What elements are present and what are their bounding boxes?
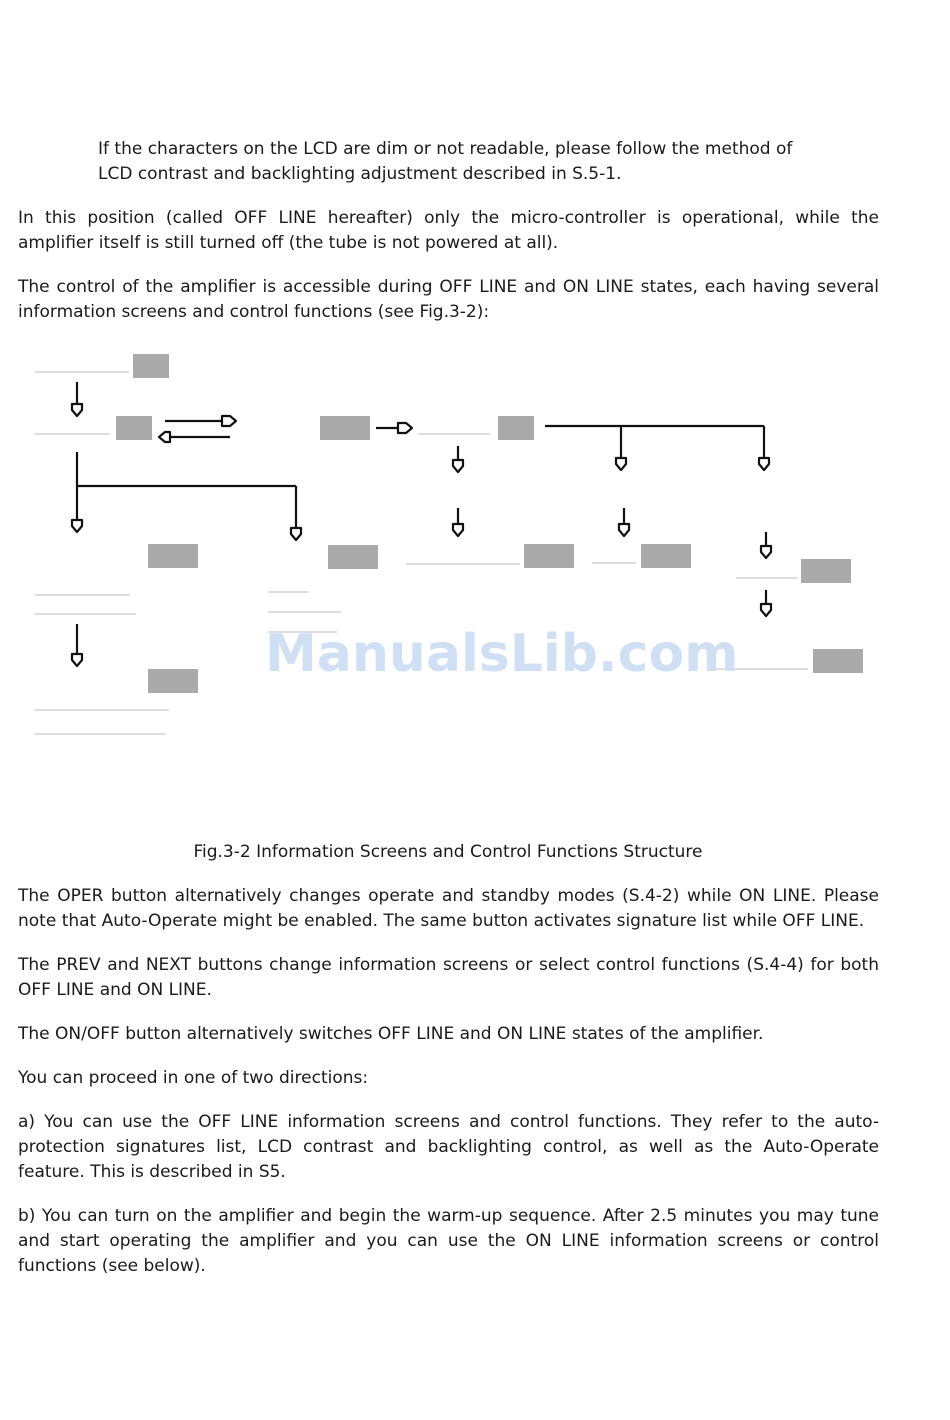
screen-box-signatures xyxy=(148,544,198,568)
arrowhead-down xyxy=(291,528,301,540)
screen-box-online-d xyxy=(813,649,863,673)
screen-box-offline-top xyxy=(133,354,169,378)
control-paragraph: The control of the amplifier is accessible during OFF LINE and ON LINE states, each having several information screens and control functions (see Fig.3-2): xyxy=(18,277,879,322)
off-line-paragraph: In this position (called OFF LINE hereafter) only the micro-controller is operational, while the amplifier itself is still turned off (the tube is not powered at all). xyxy=(18,208,879,253)
watermark-logo: ManualsLib.com xyxy=(265,624,739,684)
arrowhead-down xyxy=(759,458,769,470)
arrowhead-right xyxy=(398,423,412,433)
arrowhead-down xyxy=(761,604,771,616)
screen-box-lcd xyxy=(328,545,378,569)
arrowhead-down xyxy=(453,524,463,536)
arrowhead-down xyxy=(619,524,629,536)
structure-diagram xyxy=(0,340,950,760)
option-b-paragraph: b) You can turn on the amplifier and begin the warm-up sequence. After 2.5 minutes you may tune and start operating the amplifier and you can use the ON LINE information screens or control functions (see below). xyxy=(18,1206,879,1276)
screen-box-online-main xyxy=(498,416,534,440)
prev-next-paragraph: The PREV and NEXT buttons change information screens or select control functions (S.4-4) for both OFF LINE and ON LINE. xyxy=(18,955,879,1000)
arrowhead-down xyxy=(72,520,82,532)
arrowhead-left xyxy=(159,432,170,442)
screen-box-online-a xyxy=(524,544,574,568)
screen-box-online-entry xyxy=(320,416,370,440)
screen-box-online-b xyxy=(641,544,691,568)
arrowhead-down xyxy=(453,460,463,472)
arrowhead-down xyxy=(72,404,82,416)
screen-box-online-c xyxy=(801,559,851,583)
arrowhead-right xyxy=(222,416,236,426)
screen-box-offline-main xyxy=(116,416,152,440)
screen-box-signature-detail xyxy=(148,669,198,693)
lcd-note-paragraph: If the characters on the LCD are dim or not readable, please follow the method of LCD contrast and backlighting adjustment described in S.5-1. xyxy=(98,139,793,184)
arrowhead-down xyxy=(616,458,626,470)
figure-caption: Fig.3-2 Information Screens and Control Functions Structure xyxy=(193,842,703,862)
directions-paragraph: You can proceed in one of two directions: xyxy=(18,1068,369,1088)
oper-paragraph: The OPER button alternatively changes operate and standby modes (S.4-2) while ON LINE. Please note that Auto-Operate might be enabled. The same button activates signature list while OFF LINE. xyxy=(18,886,879,931)
arrowhead-down xyxy=(761,546,771,558)
option-a-paragraph: a) You can use the OFF LINE information screens and control functions. They refer to the auto-protection signatures list, LCD contrast and backlighting control, as well as the Auto-Operate feature. This is described in S5. xyxy=(18,1112,879,1182)
on-off-paragraph: The ON/OFF button alternatively switches OFF LINE and ON LINE states of the amplifier. xyxy=(18,1024,764,1044)
arrowhead-down xyxy=(72,654,82,666)
